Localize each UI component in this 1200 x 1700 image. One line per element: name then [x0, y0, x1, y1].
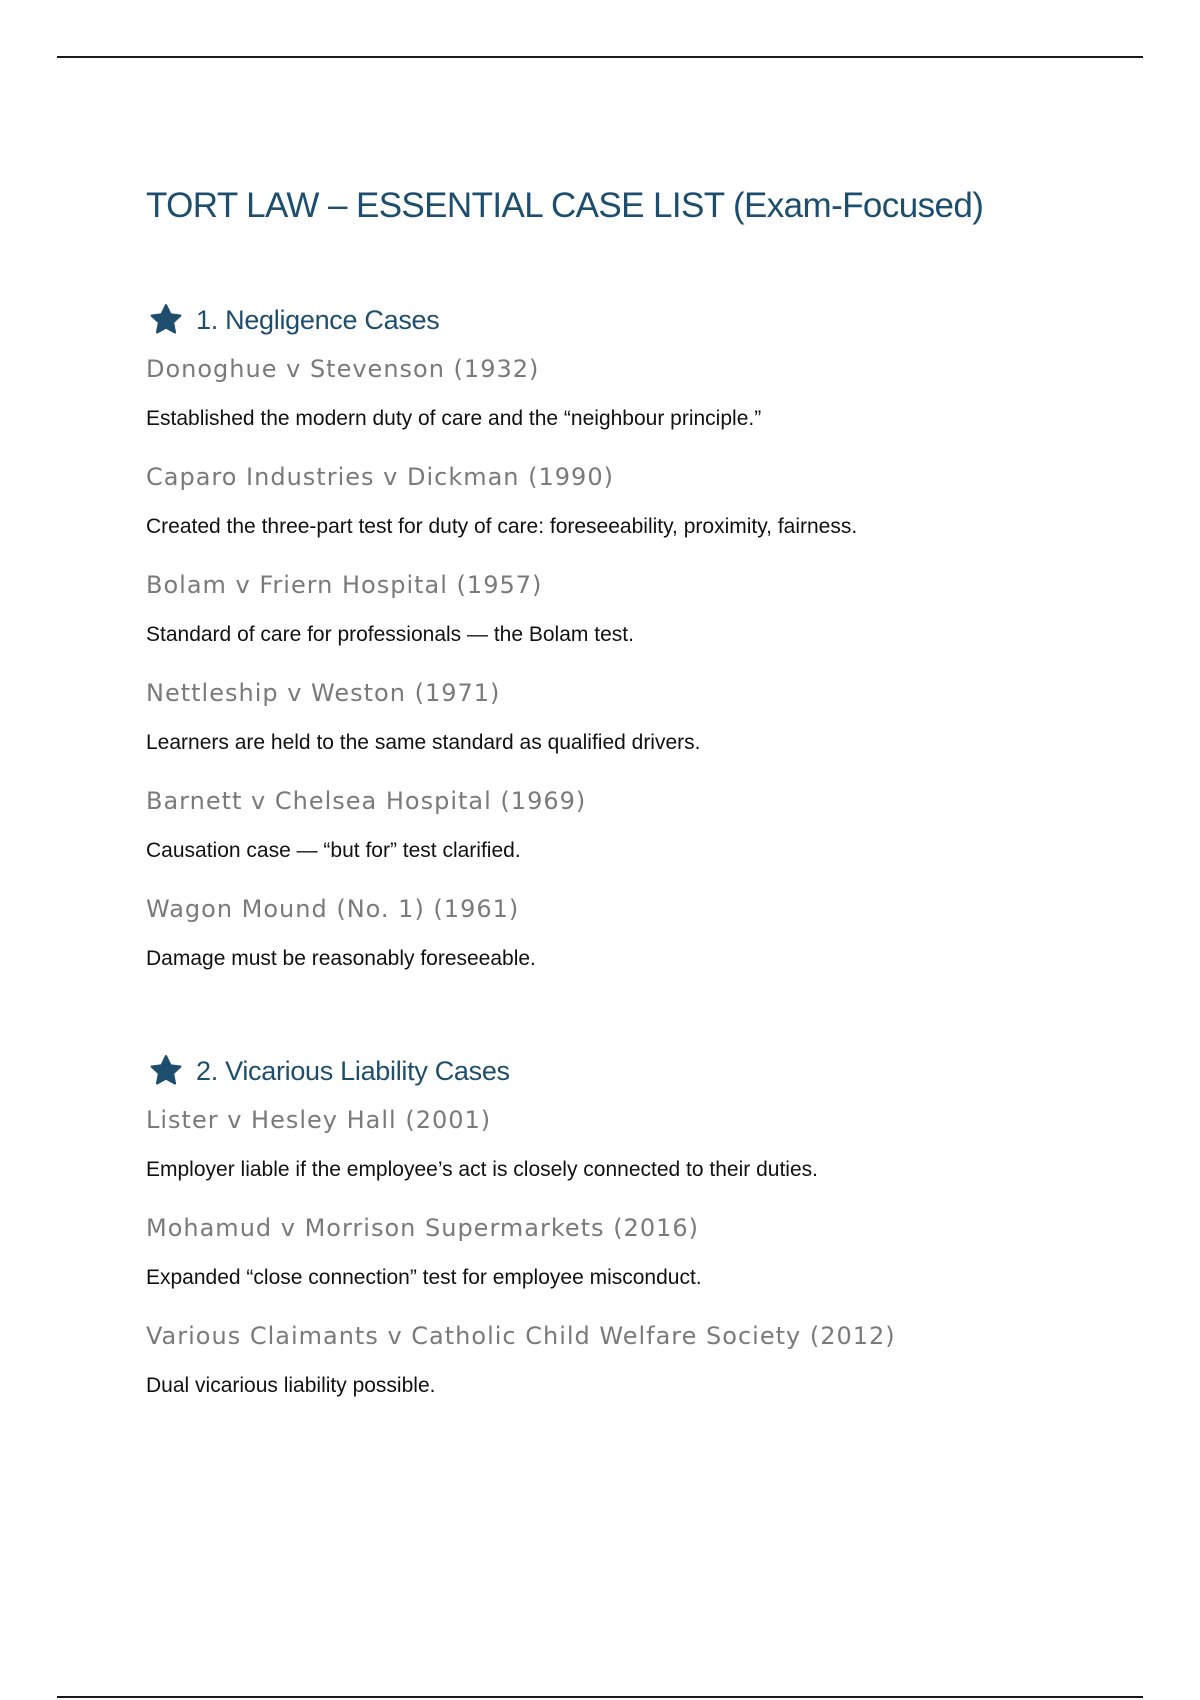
section-heading: [146, 300, 1126, 340]
section-title: 2. Vicarious Liability Cases: [196, 1055, 510, 1086]
case-name: Lister v Hesley Hall (2001): [146, 1106, 492, 1134]
case-description: Employer liable if the employee’s act is closely connected to their duties.: [146, 1158, 818, 1181]
case-description: Dual vicarious liability possible.: [146, 1374, 436, 1397]
section-heading: [146, 1051, 1126, 1091]
case-entry: [146, 459, 1126, 541]
section-title: 1. Negligence Cases: [196, 304, 440, 335]
case-name: Nettleship v Weston (1971): [146, 679, 501, 707]
case-entry: [146, 567, 1126, 649]
case-entry: [146, 1102, 1126, 1184]
case-description: Expanded “close connection” test for employee misconduct.: [146, 1266, 702, 1289]
section-negligence: [146, 300, 1126, 973]
case-name: Wagon Mound (No. 1) (1961): [146, 895, 520, 923]
case-name: Various Claimants v Catholic Child Welfare Society (2012): [146, 1322, 896, 1350]
case-description: Damage must be reasonably foreseeable.: [146, 947, 536, 970]
top-rule: [57, 56, 1143, 58]
case-entry: [146, 675, 1126, 757]
case-name: Caparo Industries v Dickman (1990): [146, 463, 614, 491]
case-entry: [146, 1318, 1126, 1400]
star-icon: [148, 1053, 184, 1089]
case-description: Created the three-part test for duty of care: foreseeability, proximity, fairness.: [146, 515, 858, 538]
case-entry: [146, 783, 1126, 865]
case-name: Bolam v Friern Hospital (1957): [146, 571, 543, 599]
star-icon: [148, 302, 184, 338]
case-name: Donoghue v Stevenson (1932): [146, 355, 540, 383]
case-description: Established the modern duty of care and the “neighbour principle.”: [146, 407, 762, 430]
case-entry: [146, 1210, 1126, 1292]
case-description: Standard of care for professionals — the Bolam test.: [146, 623, 634, 646]
section-vicarious-liability: [146, 1051, 1126, 1400]
case-description: Learners are held to the same standard as qualified drivers.: [146, 731, 701, 754]
document-body: [146, 182, 1126, 1426]
case-entry: [146, 351, 1126, 433]
case-name: Barnett v Chelsea Hospital (1969): [146, 787, 587, 815]
case-name: Mohamud v Morrison Supermarkets (2016): [146, 1214, 699, 1242]
document-title: TORT LAW – ESSENTIAL CASE LIST (Exam-Focused): [146, 186, 984, 225]
bottom-rule: [57, 1696, 1143, 1698]
case-entry: [146, 891, 1126, 973]
case-description: Causation case — “but for” test clarified.: [146, 839, 521, 862]
